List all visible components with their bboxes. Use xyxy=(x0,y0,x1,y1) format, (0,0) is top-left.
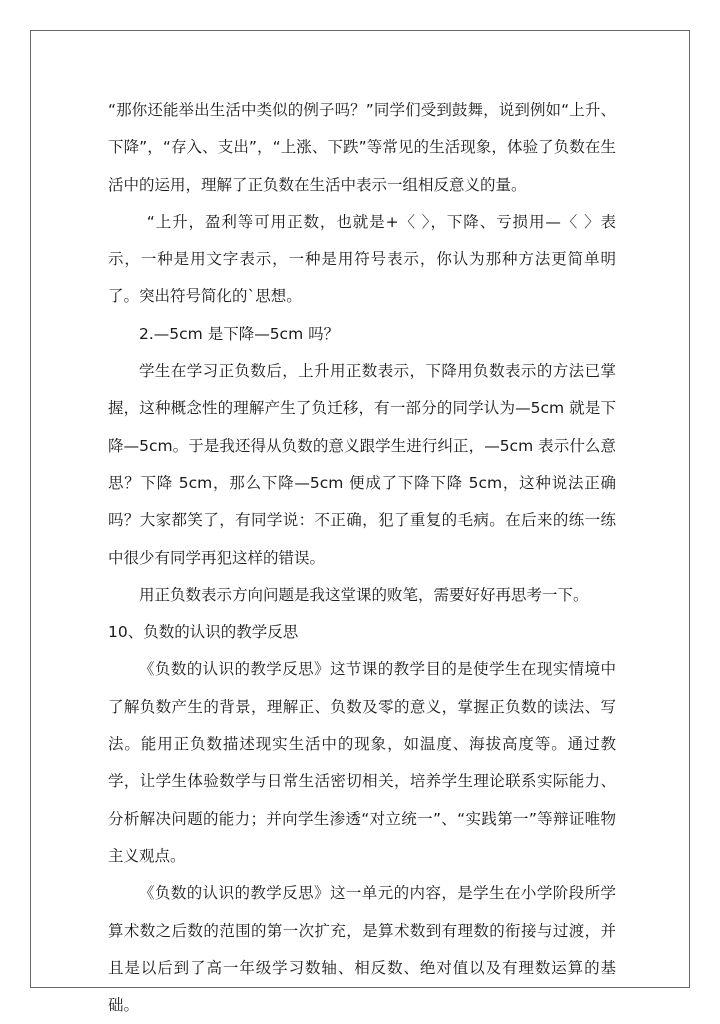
section-heading-10: 10、负数的认识的教学反思 xyxy=(108,623,299,642)
paragraph-examples: “那你还能举出生活中类似的例子吗？”同学们受到鼓舞，说到例如“上升、下降”，“存入、支出”，“上涨、下跌”等常见的生活现象，体验了负数在生活中的运用，理解了正负数在生活中表示一组相反意义的量。 xyxy=(108,101,616,194)
document-body xyxy=(108,92,616,1024)
paragraph-objectives: 《负数的认识的教学反思》这节课的教学目的是使学生在现实情境中了解负数产生的背景，理解正、负数及零的意义，掌握正负数的读法、写法。能用正负数描述现实生活中的现象，如温度、海拔高度等。通过教学，让学生体验数学与日常生活密切相关，培养学生理论联系实际能力、分析解决问题的能力；并向学生渗透“对立统一”、“实践第一”等辩证唯物主义观点。 xyxy=(108,660,616,865)
paragraph-unit-content: 《负数的认识的教学反思》这一单元的内容，是学生在小学阶段所学算术数之后数的范围的第一次扩充，是算术数到有理数的衔接与过渡，并且是以后到了高一年级学习数轴、相反数、绝对值以及有理数运算的基础。 xyxy=(108,884,616,1015)
paragraph-reflection: 用正负数表示方向问题是我这堂课的败笔，需要好好再思考一下。 xyxy=(139,585,589,604)
section-heading-2: 2.—5cm 是下降—5cm 吗？ xyxy=(139,324,340,343)
paragraph-symbols: “上升，盈利等可用正数，也就是+〈 〉，下降、亏损用—〈 〉表示，一种是用文字表示，一种是用符号表示，你认为那种方法更简单明了。突出符号简化的`思想。 xyxy=(108,212,616,306)
paragraph-negative-transfer: 学生在学习正负数后，上升用正数表示，下降用负数表示的方法已掌握，这种概念性的理解产生了负迁移，有一部分的同学认为—5cm 就是下降—5cm。于是我还得从负数的意义跟学生进行纠正，—5cm 表示什么意思？下降 5cm，那么下降—5cm 便成了下降下降 5cm，这种说法正确吗？大家都笑了，有同学说：不正确，犯了重复的毛病。在后来的练一练中很少有同学再犯这样的错误。 xyxy=(108,362,616,567)
